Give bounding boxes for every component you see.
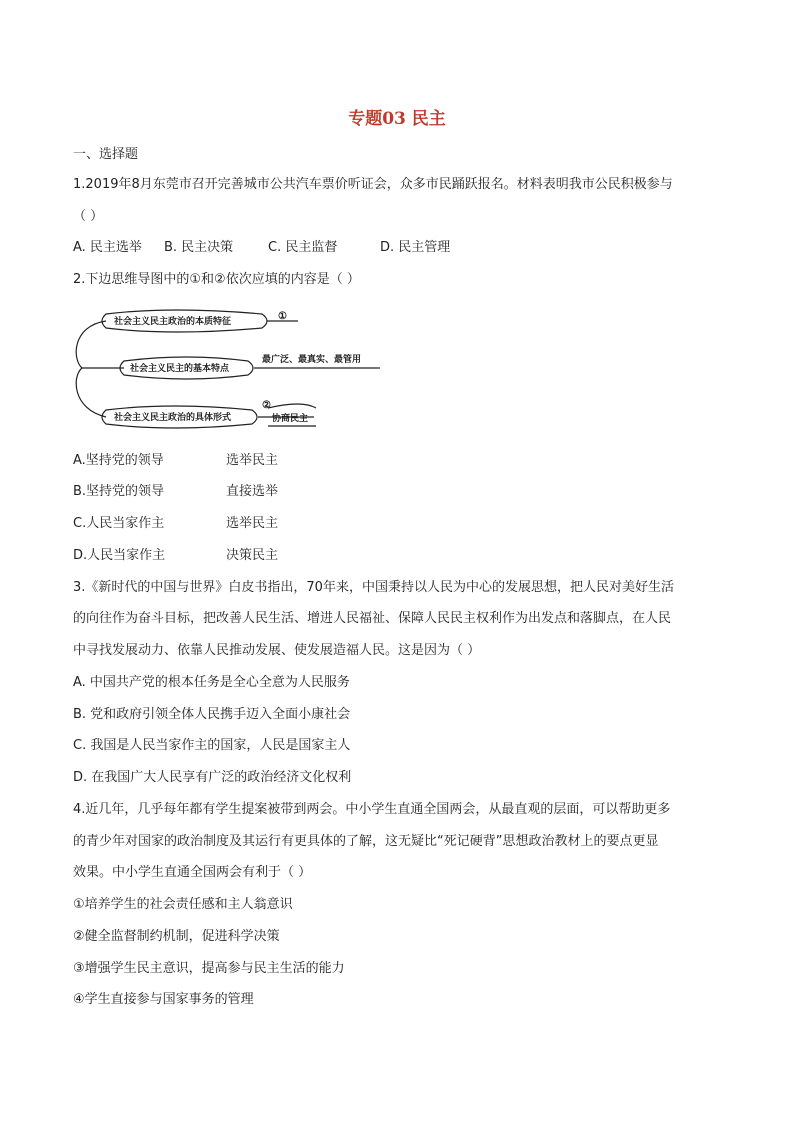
mindmap-node-basic-trait: 社会主义民主的基本特点 xyxy=(130,364,230,374)
mindmap-blank-2: ② xyxy=(262,400,271,411)
q3-text-line2: 的向往作为奋斗目标，把改善人民生活、增进人民福祉、保障人民民主权利作为出发点和落脚点，在人民 xyxy=(73,611,672,626)
document-title: 专题03 民主 xyxy=(348,109,446,129)
q2-option-a-left: A.坚持党的领导 xyxy=(73,453,164,468)
q3-option-a: A. 中国共产党的根本任务是全心全意为人民服务 xyxy=(73,675,350,690)
q2-option-c-right: 选举民主 xyxy=(226,516,279,531)
mind-map-diagram xyxy=(72,304,392,436)
mindmap-leaf-consultative: 协商民主 xyxy=(272,414,309,424)
q2-option-d-right: 决策民主 xyxy=(226,548,279,563)
q2-option-c-left: C.人民当家作主 xyxy=(73,516,165,531)
q1-option-a: A. 民主选举 xyxy=(73,240,142,255)
q1-text-line2: （ ） xyxy=(73,209,104,224)
q4-item-2: ②健全监督制约机制，促进科学决策 xyxy=(73,929,280,944)
q3-option-d: D. 在我国广大人民享有广泛的政治经济文化权利 xyxy=(73,770,352,785)
q3-option-b: B. 党和政府引领全体人民携手迈入全面小康社会 xyxy=(73,707,351,722)
mindmap-node-concrete-form: 社会主义民主政治的具体形式 xyxy=(114,413,232,423)
mindmap-leaf-broadest: 最广泛、最真实、最管用 xyxy=(262,355,362,365)
q2-text: 2.下边思维导图中的①和②依次应填的内容是（ ） xyxy=(73,272,360,287)
q1-option-b: B. 民主决策 xyxy=(164,240,234,255)
q3-text-line3: 中寻找发展动力、依靠人民推动发展、使发展造福人民。这是因为（ ） xyxy=(73,643,481,658)
mindmap-node-essential-feature: 社会主义民主政治的本质特征 xyxy=(114,317,232,327)
q2-option-d-left: D.人民当家作主 xyxy=(73,548,166,563)
q2-option-b-left: B.坚持党的领导 xyxy=(73,484,165,499)
q1-option-d: D. 民主管理 xyxy=(380,240,451,255)
q4-item-3: ③增强学生民主意识，提高参与民主生活的能力 xyxy=(73,961,345,976)
q4-text-line2: 的青少年对国家的政治制度及其运行有更具体的了解，这无疑比“死记硬背”思想政治教材上的要点更显 xyxy=(73,834,659,849)
q2-option-b-right: 直接选举 xyxy=(226,484,279,499)
q4-text-line3: 效果。中小学生直通全国两会有利于（ ） xyxy=(73,865,312,880)
q4-item-1: ①培养学生的社会责任感和主人翁意识 xyxy=(73,897,293,912)
q1-text-line1: 1.2019年8月东莞市召开完善城市公共汽车票价听证会，众多市民踊跃报名。材料表明我市公民积极参与 xyxy=(73,177,673,192)
mindmap-blank-1: ① xyxy=(278,311,287,322)
q4-item-4: ④学生直接参与国家事务的管理 xyxy=(73,992,254,1007)
q3-option-c: C. 我国是人民当家作主的国家，人民是国家主人 xyxy=(73,738,351,753)
q3-text-line1: 3.《新时代的中国与世界》白皮书指出，70年来，中国秉持以人民为中心的发展思想，把人民对美好生活 xyxy=(73,580,674,595)
q1-option-c: C. 民主监督 xyxy=(268,240,338,255)
q2-option-a-right: 选举民主 xyxy=(226,453,279,468)
q4-text-line1: 4.近几年，几乎每年都有学生提案被带到两会。中小学生直通全国两会，从最直观的层面，可以帮助更多 xyxy=(73,802,671,817)
section-heading: 一、选择题 xyxy=(73,147,139,162)
